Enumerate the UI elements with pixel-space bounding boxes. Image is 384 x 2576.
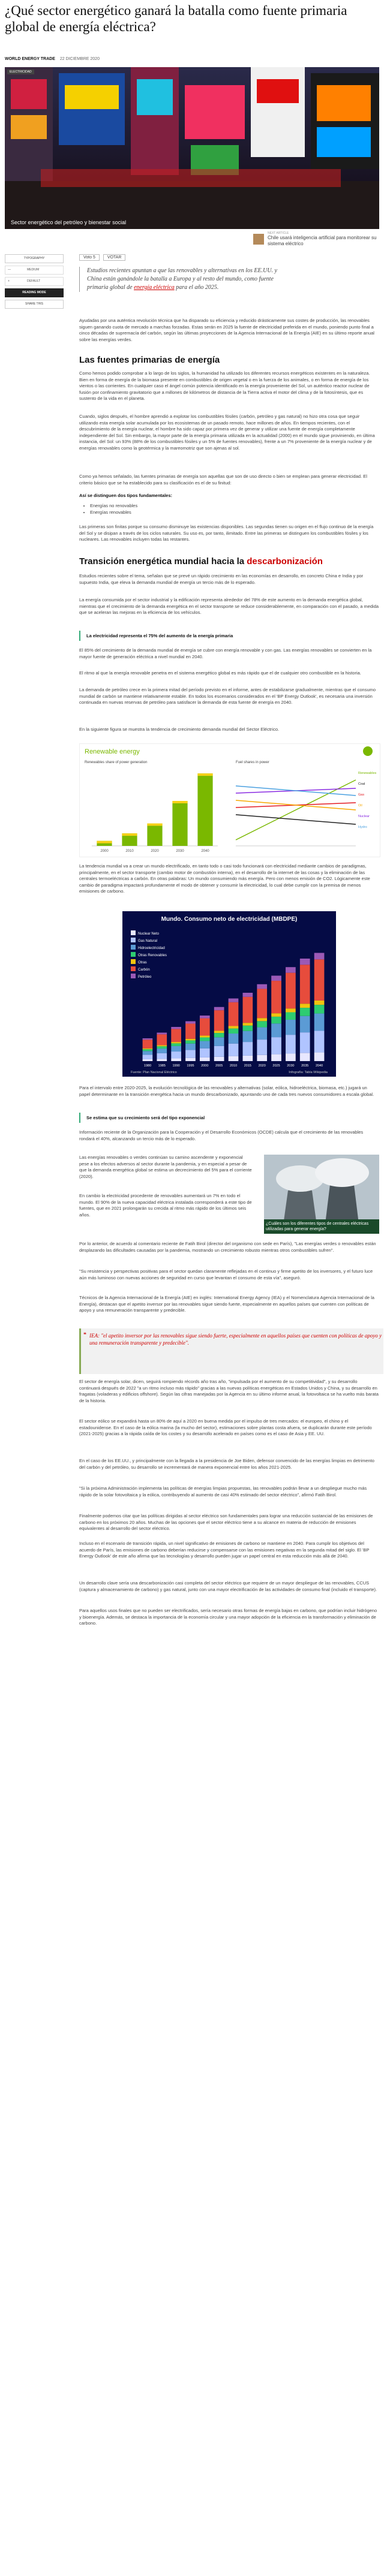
chart2-bar-segment — [271, 981, 281, 1013]
chart2-bar-segment — [143, 1049, 153, 1051]
chart2-bar-segment — [143, 1040, 153, 1048]
chart2-tick-2015: 2015 — [244, 1064, 251, 1068]
chart2-legend-swatch — [131, 959, 136, 964]
renewable-energy-chart — [79, 743, 380, 857]
chart2-legend-swatch — [131, 952, 136, 957]
paragraph-20: El sector eólico se expandirá hasta un 80% de aquí a 2020 en buena medida por el impulso de tres mercados: el europeo, el chino y el estadounidense. En el caso de la eólica marina (la mucho del sector), estimaciones sobre plantas costa afuera, se duplicarán durante este período (2021-2025) gracias a la rápida caída de los costes y su desarrollo acelerado en países como es el caso de Asia y EE. UU. — [79, 1418, 372, 1436]
chart2-bar-segment — [143, 1051, 153, 1054]
chart2-bar-segment — [314, 1053, 325, 1061]
paragraph-22: "Si la próxima Administración implementa las políticas de energías limpias propuestas, las renovables podrán llevar a un despliegue mucho más rápido de la solar fotovoltaica y la eólica, contribuyendo al aumento de casi 40% estimado del sector eléctrico", afirmó Fatih Birol. — [79, 1486, 367, 1498]
chart2-bar-segment — [185, 1039, 196, 1041]
chart2-tick-2030: 2030 — [287, 1064, 295, 1068]
chart2-bar-segment — [286, 967, 296, 972]
chart2-tick-1985: 1985 — [158, 1064, 166, 1068]
chart2-bar-segment — [171, 1046, 181, 1052]
chart2-tick-1990: 1990 — [172, 1064, 180, 1068]
list-item: • Energías no renovables — [90, 502, 137, 509]
chart2-bar-segment — [257, 984, 267, 989]
next-article-thumbnail[interactable] — [253, 234, 264, 245]
chart1-tick-2030: 2030 — [176, 849, 184, 853]
chart2-bar-segment — [286, 1008, 296, 1012]
chart2-source: Fuente: Plan Nacional Eléctrico — [131, 1071, 177, 1074]
category-tag[interactable]: ELECTRICIDAD — [7, 70, 34, 74]
chart2-bar-segment — [157, 1033, 167, 1035]
chart2-bar-segment — [200, 1019, 210, 1036]
electricity-consumption-svg — [122, 911, 336, 1077]
paragraph-16: Por lo anterior, de acuerdo al comentario reciente de Fatih Birol (director del organismo con sede en París), "Las energías verdes o renovables están desplazando las dificultades causadas por la pandemia, mostrando un crecimiento robusto mientras otros combustibles sufren". — [79, 1241, 376, 1253]
chart2-bar-segment — [314, 1031, 325, 1052]
chart1-left-title: Renewables share of power generation — [85, 761, 148, 764]
chart1-bar-2020 — [147, 824, 162, 846]
chart2-bar-segment — [243, 1031, 253, 1042]
chart2-bar-segment — [271, 1017, 281, 1023]
next-article-title[interactable]: Chile usará inteligencia artificial para monitorear su sistema eléctrico — [268, 235, 377, 246]
chart1-right-title: Fuel shares in power — [236, 761, 269, 764]
chart1-series-label: Renewables — [358, 772, 377, 775]
paragraph-8: El ritmo al que la energía renovable penetra en el sistema energético global es más rápido que el de cualquier otro combustible en la historia. — [79, 670, 361, 676]
chart2-bar-segment — [214, 1057, 224, 1061]
heading-fuentes: Las fuentes primarias de energía — [79, 355, 220, 365]
chart2-bar-segment — [286, 1012, 296, 1020]
paragraph-17: "Su resistencia y perspectivas positivas para el sector quedan claramente reflejadas en el continuo y firme apetito de los inversores, y el futuro luce aún más luminoso con nuevas acciones de seguridad en curso que levantan el consumo de esta vía", aseguró. — [79, 1269, 373, 1281]
chart2-bar-segment — [229, 1044, 239, 1056]
chart2-bar-segment — [185, 1050, 196, 1057]
lead-link[interactable]: energía eléctrica — [134, 284, 175, 291]
chart2-bar-segment — [314, 953, 325, 960]
chart2-bar-segment — [300, 1016, 310, 1032]
chart2-bar-segment — [243, 1042, 253, 1056]
heading-transicion-link[interactable]: descarbonización — [247, 556, 323, 567]
chart2-bar-segment — [257, 1028, 267, 1040]
paragraph-21: En el caso de los EE.UU., y principalmente con la llegada a la presidencia de Joe Biden, defensor convencido de las energías limpias en detrimento del carbón y del petróleo, su desarrollo se incrementará de manera exponencial entre los años 2021-2025. — [79, 1458, 374, 1470]
reading-mode-button[interactable]: READING MODE — [5, 288, 64, 297]
paragraph-11: La tendencia mundial va a crear un mundo electrificado, en tanto todo o casi todo funcionará con electricidad mediante cambios de paradigmas, principalmente, en el sector transporte (cambio motor de combustión interna), en el desarrollo de la internet de las cosas y la eliminación de las centrales termoeléctricas a carbón. En otras palabras: Un mundo consumiendo más energía. Pero con menos emisión de CO2. Lógicamente este cambio de paradigma impactará profundamente el modo de obtener y consumir la electricidad, lo cual debe cumplir con la premisa de menos emisiones de carbono. — [79, 863, 370, 894]
chart2-bar-segment — [229, 1056, 239, 1061]
chart1-line-coal — [236, 815, 356, 824]
chart2-bar-segment — [200, 1016, 210, 1019]
chart2-bar-segment — [243, 1023, 253, 1026]
paragraph-24: Incluso en el escenario de transición rápida, un nivel significativo de emisiones de carbono se mantiene en 2040. Para cumplir los objetivos del acuerdo de París, las emisiones de carbono deberían reducirse y compensarse con las emisiones negativas en la segunda mitad del siglo. El 'BP Energy Outlook' de este año afirma que las tecnologías y desarrollo pueden jugar un papel central en esta reducción más allá de 2040. — [79, 1541, 370, 1559]
chart2-bar-segment — [257, 1040, 267, 1055]
font-size-increase[interactable]: + DEFAULT — [5, 277, 64, 286]
chart2-bar-segment — [257, 989, 267, 1018]
chart2-bar-segment — [200, 1037, 210, 1041]
chart2-bar-segment — [271, 976, 281, 981]
paragraph-14: Las energías renovables o verdes continúan su camino ascendente y exponencial pese a los efectos adversos al sector durante la pandemia, y en especial a pesar de que la demanda energética global se estima un decrecimiento del 5% para el corriente (2020). — [79, 1155, 252, 1179]
chart2-legend-swatch — [131, 974, 136, 978]
chart2-legend-label: Otras — [138, 961, 147, 965]
chart2-bar-segment — [243, 1056, 253, 1061]
byline — [5, 57, 100, 61]
chart2-bar-segment — [229, 1026, 239, 1028]
paragraph-3: Como ya hemos señalado, las fuentes primarias de energía son aquellas que son de uso directo o bien se emplean para generar electricidad. El criterio básico que se ha establecido para su clasificación es el de su finitud: — [79, 474, 367, 486]
heading-transicion: Transición energética mundial hacia la descarbonización — [79, 556, 323, 567]
chart2-bar-segment — [171, 1058, 181, 1061]
chart1-title: Renewable energy — [85, 748, 140, 755]
chart2-bar-segment — [200, 1041, 210, 1049]
typography-button[interactable]: TYPOGRAPHY — [5, 254, 64, 263]
paragraph-13: Información reciente de la Organización para la Cooperación y el Desarrollo Económicos (OCDE) calcula que el crecimiento de las renovables rondará el 40%, alcanzando un tercio más de lo esperado. — [79, 1129, 364, 1141]
times-square-image — [5, 67, 379, 229]
chart2-bar-segment — [314, 1001, 325, 1005]
chart2-bar-segment — [143, 1054, 153, 1059]
paragraph-10: En la siguiente figura se muestra la tendencia de crecimiento demanda mundial del Sector Eléctrico. — [79, 727, 280, 732]
chart1-series-label: Oil — [358, 804, 362, 808]
chart1-series-label: Gas — [358, 793, 365, 797]
chart2-bar-segment — [314, 959, 325, 1001]
chart2-bar-segment — [185, 1044, 196, 1050]
paragraph-15: En cambio la electricidad procedente de renovables aumentará un 7% en todo el mundo. El 90% de la nueva capacidad eléctrica instalada corresponderá a este tipo de fuentes, que en 2021 prolongarán su crecida al ritmo más rápido de los últimos seis años. — [79, 1193, 252, 1218]
vote-button[interactable]: VOTAR — [103, 254, 126, 261]
chart2-bar-segment — [171, 1029, 181, 1042]
chart2-legend-swatch — [131, 938, 136, 942]
highlight-1: La electricidad representa el 75% del aumento de la energía primaria — [79, 631, 384, 641]
chart2-bar-segment — [157, 1053, 167, 1059]
intro-paragraph: Ayudadas por una auténtica revolución técnica que ha disparado su eficiencia y reducido drásticamente sus costes de producción, las renovables siguen ganando cuota de mercado a marchas forzadas. Estas serán en 2025 la fuente de electricidad preferida en el mundo, poniendo punto final a cinco décadas de supremacía del carbón, según las últimas proyecciones de la Agencia Internacional de la Energía (AIE) en su último reporte anual sobre las energías verdes. — [79, 318, 374, 342]
chart2-bar-segment — [300, 1053, 310, 1061]
chart1-tick-2020: 2020 — [151, 849, 159, 853]
chart2-legend-label: Petróleo — [138, 975, 152, 979]
chart2-bar-segment — [243, 1026, 253, 1031]
publish-date: 22 DICIEMBRE 2020 — [59, 57, 100, 61]
chart2-legend-swatch — [131, 930, 136, 935]
paragraph-9: La demanda de petróleo crece en la primera mitad del período previsto en el informe, antes de estabilizarse gradualmente, mientras que el consumo mundial de carbón se mantiene relativamente estable. En todos los escenarios considerados en el 'BP Energy Outlook', es necesaria una inversión continuada en nuevas reservas de petróleo para satisfacer la demanda de esta fuente de energía en 2040. — [79, 687, 376, 705]
paragraph-2: Cuando, siglos después, el hombre aprendió a explotar los combustibles fósiles (carbón, petróleo y gas natural) no hizo otra cosa que seguir utilizando esta energía solar acumulada por los ecosistemas de un pasado remoto, hace millones de años. En tiempos recientes, con el descubrimiento de la energía nuclear, el hombre ha sido capaz por primera vez de generar y utilizar una fuente de energía completamente independiente del Sol. Sin embargo, la mayor parte de la energía primaria utilizada en la actualidad (2000) en el mundo sigue proviniendo, en última instancia, del Sol: un 93% (88% de los combustibles fósiles y un 5% de fuentes renovables), frente a un 7% proveniente de la energía nuclear y de energías renovables como la geotérmica y la mareomotriz que son ajenas al sol. — [79, 414, 375, 451]
chart2-bar-segment — [229, 1029, 239, 1034]
chart1-series-label: Coal — [358, 782, 365, 786]
chart2-bar-segment — [157, 1049, 167, 1053]
chart2-bar-segment — [314, 1014, 325, 1031]
chart2-bar-segment — [229, 1002, 239, 1026]
pull-quote — [79, 1328, 383, 1374]
photo-caption: ¿Cuáles son los diferentes tipos de centrales eléctricas utilizadas para generar energía? — [264, 1219, 379, 1234]
chart2-bar-segment — [143, 1059, 153, 1061]
next-article[interactable] — [268, 231, 379, 247]
paragraph-18: Técnicos de la Agencia Internacional de la Energía (AIE) en inglés: International Energy Agency (IEA) y el Nomenclatura Agencia Internacional de la Energía), destacan que el apetito inversor por las renovables sigue siendo fuerte, especialmente en aquellos países que cuenten con políticas de apoyo y una remuneración transparente y predecible. — [79, 1295, 374, 1313]
paragraph-7: El 85% del crecimiento de la demanda mundial de energía se cubre con energía renovable y con gas. Las energías renovables se convierten en la mayor fuente de generación eléctrica a nivel mundial en 2040. — [79, 647, 372, 659]
chart1-bar-2040 — [197, 773, 212, 846]
chart2-bar-segment — [271, 1023, 281, 1037]
chart2-bar-segment — [171, 1043, 181, 1046]
chart2-bar-segment — [200, 1049, 210, 1057]
author[interactable]: WORLD ENERGY TRADE — [5, 57, 55, 61]
hero-image — [5, 67, 379, 229]
chart2-legend-label: Carbón — [138, 968, 150, 972]
chart2-bar-segment — [243, 993, 253, 997]
list-item: • Energías renovables — [90, 509, 137, 516]
chart2-bar-segment — [214, 1033, 224, 1037]
chart2-bar-segment — [143, 1038, 153, 1040]
article-lead: Estudios recientes apuntan a que las renovables y alternativas en los EE.UU. y China están ganándole la batalla a Europa y al resto del mundo, como fuente primaria global de energía eléctrica para el año 2025. — [79, 267, 278, 292]
chart2-bar-segment — [214, 1007, 224, 1010]
chart1-bar-cap-2040 — [197, 773, 212, 776]
chart2-bar-segment — [286, 1020, 296, 1035]
chart1-tick-2010: 2010 — [125, 849, 134, 853]
chart2-bar-segment — [300, 959, 310, 965]
paragraph-6: La energía consumida por el sector industrial y la edificación representa alrededor del 78% de este aumento en la demanda energética global, mientras que el crecimiento de la demanda energética en el sector transporte se reduce considerablemente, en comparación con el pasado, a medida que se aceleran las mejoras en la eficiencia de los vehículos. — [79, 597, 379, 615]
chart2-bar-segment — [257, 1018, 267, 1021]
tipos-list — [84, 502, 137, 516]
chart2-bar-segment — [214, 1031, 224, 1033]
share-button[interactable]: SHARE THIS — [5, 300, 64, 309]
chart2-bar-segment — [171, 1027, 181, 1029]
page-title: ¿Qué sector energético ganará la batalla como fuente primaria global de energía eléctrica? — [5, 3, 347, 34]
chart2-bar-segment — [157, 1046, 167, 1049]
chart1-series-label: Hydro — [358, 825, 367, 829]
chart2-bar-segment — [300, 1004, 310, 1008]
sidebar-tools — [5, 254, 67, 311]
chart2-legend-label: Gas Natural — [138, 939, 158, 943]
chart2-tick-1980: 1980 — [143, 1064, 152, 1068]
chart2-bar-segment — [229, 999, 239, 1002]
chart2-bar-segment — [300, 1032, 310, 1053]
chart1-bar-cap-2010 — [122, 833, 137, 836]
chart2-bar-segment — [271, 1013, 281, 1017]
chart2-legend-label: Nuclear Neto — [138, 932, 160, 936]
chart2-tick-2005: 2005 — [215, 1064, 223, 1068]
chart2-bar-segment — [157, 1034, 167, 1045]
chart1-line-hydro — [236, 786, 356, 796]
chart2-legend-swatch — [131, 945, 136, 950]
chart2-bar-segment — [185, 1022, 196, 1024]
chart1-bar-2030 — [172, 801, 187, 846]
chart2-bar-segment — [300, 965, 310, 1004]
quote-text: IEA: "el apetito inversor por las renovables sigue siendo fuerte, especialmente en aquellos países que cuenten con políticas de apoyo y una remuneración transparente y predecible". — [89, 1333, 382, 1346]
chart1-tick-2040: 2040 — [201, 849, 209, 853]
chart1-line-oil — [236, 800, 356, 810]
chart2-legend-label: Otras Renovables — [138, 954, 167, 957]
paragraph-26: Para aquellos usos finales que no pueden ser electrificados, sería necesario otras formas de energía bajas en carbono, que podrían incluir hidrógeno y bioenergía. Además, se destaca la importancia de la economía circular y una mayor adopción de la eficiencia en la transformación y eliminación de carbono. — [79, 1608, 377, 1626]
chart2-bar-segment — [157, 1059, 167, 1061]
chart2-bar-segment — [200, 1057, 210, 1061]
chart2-bar-segment — [185, 1058, 196, 1061]
highlight-2: Se estima que su crecimiento será del tipo exponencial — [79, 1113, 384, 1123]
chart2-bar-segment — [257, 1021, 267, 1027]
quote-icon: ❝ — [83, 1331, 86, 1337]
hero-caption: Sector energético del petróleo y bienestar social — [11, 219, 127, 225]
chart2-bar-segment — [271, 1054, 281, 1061]
paragraph-4: Las primeras son finitas porque su consumo disminuye las existencias disponibles. Las segundas tienen su origen en el flujo continuo de la energía del Sol y se disipan a través de los ciclos naturales. Su uso es, por tanto, ilimitado. Entre las primeras se distinguen los combustibles fósiles y los nucleares. Las renovables incluyen todas las restantes. — [79, 524, 374, 542]
paragraph-19: El sector de energía solar, dicen, seguirá rompiendo récords año tras año, "impulsada por el aumento de su competitividad", y su desarrollo continuará después de 2022 "a un ritmo incluso más rápido" gracias a las nuevas políticas energéticas en Estados Unidos y China, y su desarrollo en fragatas (voladeras y edificios offshore). Según las cifras manejadas por la Agencia en su último informe anual, la fotovoltaica se ha vuelto más barata de la historia. — [79, 1379, 379, 1403]
chart2-tick-2035: 2035 — [301, 1064, 309, 1068]
chart2-tick-2025: 2025 — [272, 1064, 280, 1068]
chart2-credit: Infografía: Tabla Wikipedia — [289, 1071, 328, 1074]
renewable-energy-svg — [80, 744, 380, 857]
next-article-label: NEXT ARTICLE — [268, 231, 289, 235]
chart2-bar-segment — [300, 1008, 310, 1016]
chart1-tick-2000: 2000 — [100, 849, 109, 853]
electricity-consumption-chart — [122, 911, 336, 1077]
chart2-bar-segment — [171, 1052, 181, 1058]
paragraph-23: Finalmente podemos citar que las políticas dirigidas al sector eléctrico son fundamentales para lograr una reducción sustancial de las emisiones de carbono en los próximos 20 años. Muchas de las opciones que el sector eléctrico tiene a su alcance en materia de reducción de emisiones equivalentes al desarrollo del sector eléctrico. — [79, 1513, 373, 1531]
chart2-bar-segment — [286, 973, 296, 1009]
chart2-bar-segment — [243, 997, 253, 1023]
chart2-bar-segment — [214, 1037, 224, 1046]
chart1-series-label: Nuclear — [358, 815, 370, 818]
vote-select[interactable]: Voto 5 — [79, 254, 100, 261]
chart2-bar-segment — [157, 1045, 167, 1046]
bp-logo-icon — [363, 746, 373, 756]
chart2-bar-segment — [185, 1040, 196, 1043]
chart2-tick-1995: 1995 — [187, 1064, 194, 1068]
chart2-bar-segment — [257, 1055, 267, 1061]
chart2-bar-segment — [214, 1046, 224, 1057]
chart2-bar-segment — [143, 1049, 153, 1050]
paragraph-25: Un desarrollo clave sería una descarbonización casi completa del sector eléctrico que requiere de un mayor despliegue de las renovables, CCUS (captura y almacenamiento de carbono) y gas natural, junto con una mayor electrificación de las actividades de consumo final (incluido el transporte). — [79, 1580, 377, 1592]
chart2-title: Mundo. Consumo neto de electricidad (MBDPE) — [161, 916, 298, 923]
chart2-bar-segment — [214, 1010, 224, 1031]
chart1-bar-cap-2020 — [147, 824, 162, 826]
chart1-bar-cap-2030 — [172, 801, 187, 803]
paragraph-12: Para el intervalo entre 2020-2025, la evolución tecnológica de las renovables y alternativas (solar, eólica, hidroeléctrica, biomasa, etc.) jugará un papel determinante en la transición energética hacia un mundo descarbonizado, apuntando uno de cada tres nuevos consumidores a escala global. — [79, 1085, 374, 1097]
chart1-bar-cap-2000 — [97, 841, 112, 843]
chart2-bar-segment — [271, 1037, 281, 1054]
chart2-bar-segment — [200, 1035, 210, 1037]
paragraph-1: Como hemos podido comprobar a lo largo de los siglos, la humanidad ha utilizado los diferentes recursos energéticos existentes en la naturaleza. Bien en forma de energía de la biomasa presente en combustibles de origen vegetal o en la fuerza de los animales, o en forma de energía de los vientos o las corrientes. En cualquier caso el ángel común potencia identificado en la energía proveniente del Sol, un auténtico reactor nuclear de fusión por confinamiento gravitatorio que a millones de kilómetros de distancia de la Tierra activa el motor del clima y de la fotosíntesis, que es sustento de la vida en el planeta. — [79, 370, 370, 401]
chart2-tick-2000: 2000 — [201, 1064, 209, 1068]
font-size-decrease[interactable]: — MEDIUM — [5, 266, 64, 275]
power-plant-photo — [264, 1155, 379, 1234]
chart2-tick-2010: 2010 — [229, 1064, 238, 1068]
heading-tipos: Así se distinguen dos tipos fundamentales: — [79, 493, 173, 498]
vote-widget — [79, 254, 128, 261]
chart2-bar-segment — [171, 1042, 181, 1043]
chart2-tick-2020: 2020 — [258, 1064, 266, 1068]
chart2-bar-segment — [286, 1053, 296, 1061]
chart2-legend-swatch — [131, 966, 136, 971]
chart2-bar-segment — [229, 1034, 239, 1044]
chart2-tick-2040: 2040 — [315, 1064, 323, 1068]
chart2-legend-label: Hidroelectricidad — [138, 947, 165, 950]
paragraph-5: Estudios recientes sobre el tema, señalan que se prevé un rápido crecimiento en las economías en desarrollo, en concreto China e India y por supuesto India, que eleva la demanda mundial de energía un tercio más de lo esperado. — [79, 573, 364, 585]
chart2-bar-segment — [286, 1035, 296, 1053]
chart2-bar-segment — [314, 1005, 325, 1013]
chart2-bar-segment — [185, 1023, 196, 1038]
